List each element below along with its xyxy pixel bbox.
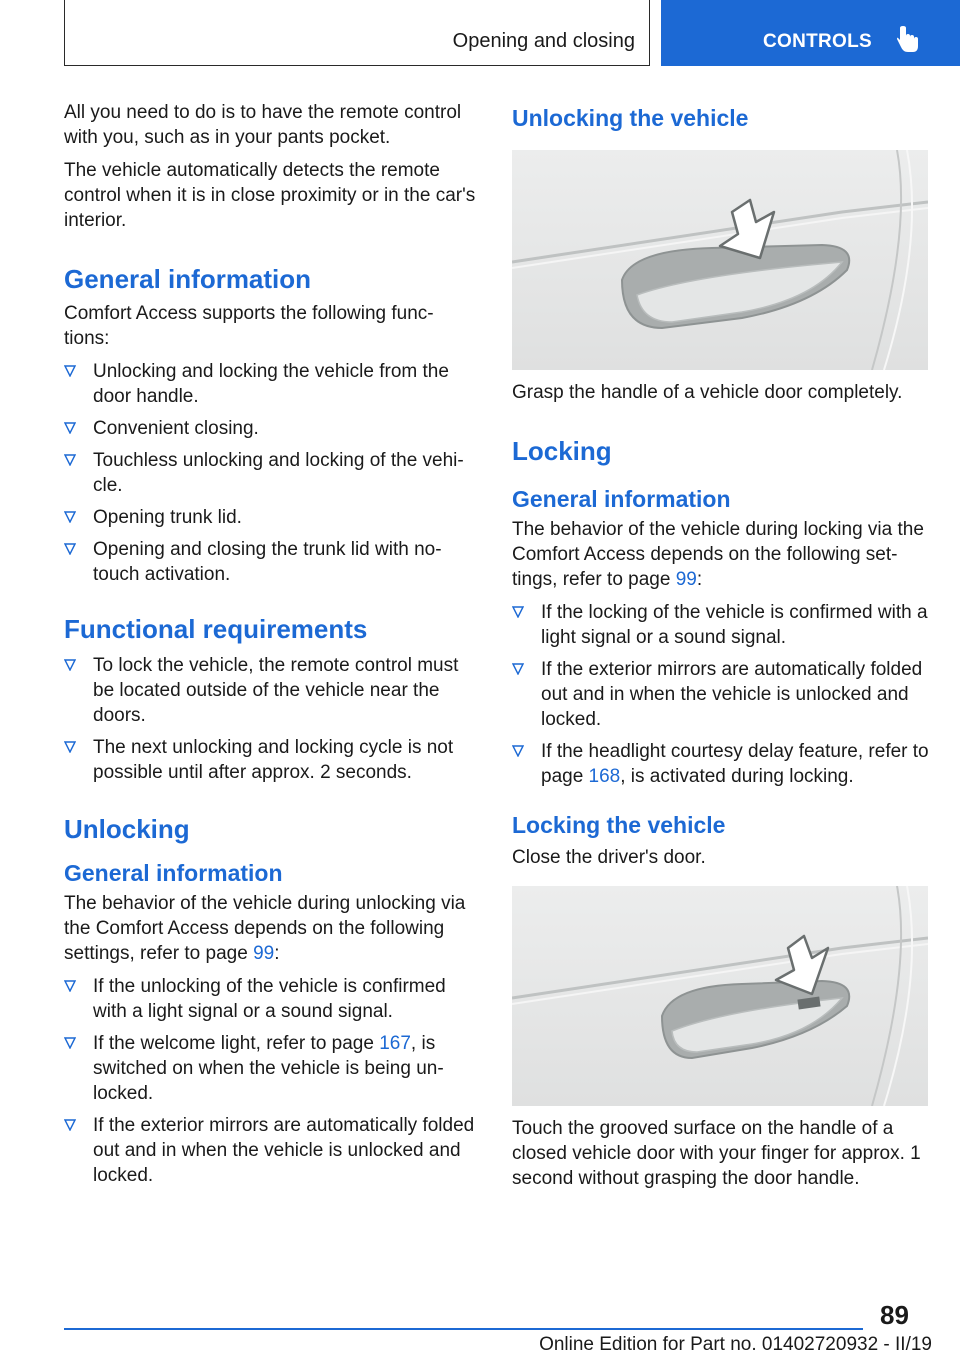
triangle-bullet-icon <box>64 365 76 377</box>
right-column <box>512 100 932 1199</box>
figure-caption: Touch the grooved surface on the handle of a closed vehicle door with your finger for approx. 1 second without grasping the door handle. <box>512 1118 921 1189</box>
function-list <box>64 359 482 587</box>
paragraph: The behavior of the vehicle during locking via the Comfort Access depends on the following set‐ tings, refer to page 99: <box>512 519 924 590</box>
heading-locking: Locking <box>512 436 612 466</box>
page-link[interactable]: 99 <box>675 569 697 590</box>
paragraph: Close the driver's door. <box>512 847 706 868</box>
subheading-general-information: General information <box>512 486 731 512</box>
page-link[interactable]: 167 <box>379 1033 411 1054</box>
triangle-bullet-icon <box>64 454 76 466</box>
list-item: If the exterior mirrors are automatically folded out and in when the vehicle is unlocked and locked. <box>512 657 932 732</box>
heading-unlocking: Unlocking <box>64 814 190 844</box>
list-item: Unlocking and locking the vehicle from the door handle. <box>64 359 482 409</box>
chapter-title: CONTROLS <box>763 31 873 52</box>
list-item: If the welcome light, refer to page 167, is switched on when the vehicle is being un‐ locked. <box>64 1031 482 1106</box>
requirements-list <box>64 653 482 785</box>
paragraph: Comfort Access supports the following func‐ tions: <box>64 303 434 349</box>
triangle-bullet-icon <box>512 606 524 618</box>
left-column <box>64 100 482 1195</box>
intro-paragraph: All you need to do is to have the remote control with you, such as in your pants pocket. <box>64 102 462 148</box>
unlocking-settings-list <box>64 974 482 1188</box>
triangle-bullet-icon <box>512 663 524 675</box>
list-item: If the unlocking of the vehicle is confirmed with a light signal or a sound signal. <box>64 974 482 1024</box>
footer-edition: Online Edition for Part no. 01402720932 - II/19 <box>539 1334 932 1355</box>
triangle-bullet-icon <box>64 980 76 992</box>
section-title: Opening and closing <box>452 30 635 52</box>
footer-divider <box>64 1328 863 1330</box>
intro-paragraph: The vehicle automatically detects the remote control when it is in close proximity or in the car's interior. <box>64 160 476 231</box>
header-section-box <box>64 0 650 66</box>
triangle-bullet-icon <box>64 659 76 671</box>
list-item: Opening and closing the trunk lid with no- touch activation. <box>64 537 482 587</box>
triangle-bullet-icon <box>64 543 76 555</box>
triangle-bullet-icon <box>64 1037 76 1049</box>
page-number: 89 <box>880 1300 909 1330</box>
list-item: Touchless unlocking and locking of the vehi‐ cle. <box>64 448 482 498</box>
triangle-bullet-icon <box>64 422 76 434</box>
triangle-bullet-icon <box>64 741 76 753</box>
list-item: If the locking of the vehicle is confirmed with a light signal or a sound signal. <box>512 600 932 650</box>
triangle-bullet-icon <box>64 1119 76 1131</box>
door-handle-grasp-illustration <box>512 150 928 370</box>
list-item: The next unlocking and locking cycle is not possible until after approx. 2 seconds. <box>64 735 482 785</box>
page-link[interactable]: 168 <box>588 766 621 787</box>
list-item: Convenient closing. <box>64 416 482 441</box>
triangle-bullet-icon <box>512 745 524 757</box>
list-item: If the exterior mirrors are automatically folded out and in when the vehicle is unlocked and locked. <box>64 1113 482 1188</box>
heading-functional-requirements: Functional requirements <box>64 614 368 644</box>
list-item: If the headlight courtesy delay feature, refer to page 168, is activated during locking. <box>512 739 932 789</box>
heading-unlocking-the-vehicle: Unlocking the vehicle <box>512 105 749 131</box>
figure-caption: Grasp the handle of a vehicle door completely. <box>512 382 903 403</box>
heading-locking-the-vehicle: Locking the vehicle <box>512 812 726 838</box>
subheading-general-information: General information <box>64 860 283 886</box>
hand-pointer-icon <box>897 26 919 54</box>
heading-general-information: General information <box>64 264 312 294</box>
paragraph: The behavior of the vehicle during unlocking via the Comfort Access depends on the following settings, refer to page 99: <box>64 893 466 964</box>
list-item: To lock the vehicle, the remote control must be located outside of the vehicle near the doors. <box>64 653 482 728</box>
locking-settings-list <box>512 600 932 789</box>
header-chapter-box[interactable] <box>661 0 960 66</box>
triangle-bullet-icon <box>64 511 76 523</box>
list-item: Opening trunk lid. <box>64 505 482 530</box>
door-handle-touch-illustration <box>512 886 928 1106</box>
page-link[interactable]: 99 <box>253 943 275 964</box>
